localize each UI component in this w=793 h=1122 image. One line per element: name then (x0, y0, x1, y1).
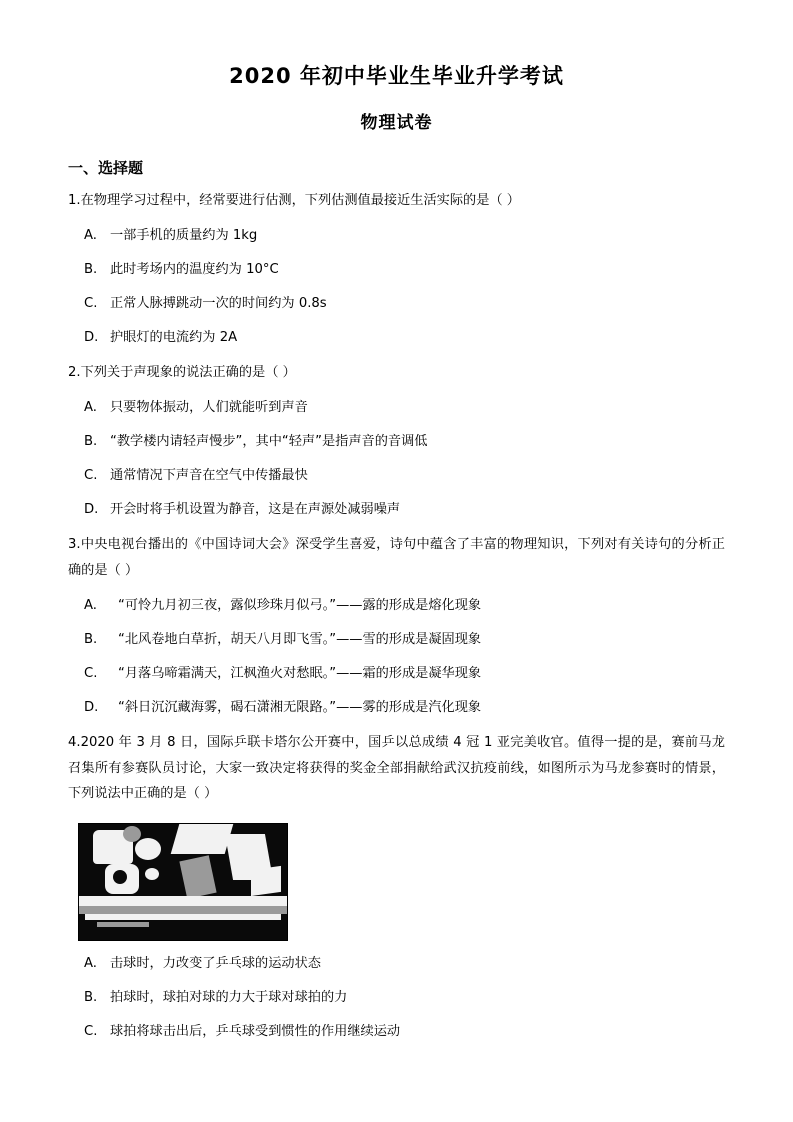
option-letter: A. (84, 597, 97, 613)
option-letter: C. (84, 1024, 98, 1040)
option-text: 开会时将手机设置为静音，这是在声源处减弱噪声 (110, 502, 401, 518)
option-item[interactable] (68, 291, 725, 316)
page-title: 2020 年初中毕业生毕业升学考试 (229, 64, 564, 88)
option-item[interactable] (68, 325, 725, 350)
option-text: “教学楼内请轻声慢步”，其中“轻声”是指声音的音调低 (110, 433, 428, 449)
section-heading: 一、选择题 (68, 159, 144, 177)
option-item[interactable] (68, 695, 725, 720)
question-block (68, 532, 725, 720)
option-letter: D. (84, 502, 99, 518)
option-item[interactable] (68, 257, 725, 282)
option-letter: B. (84, 261, 98, 277)
option-item[interactable] (68, 661, 725, 686)
option-letter: A. (84, 227, 97, 243)
figure-wrapper (68, 823, 725, 941)
option-text: 正常人脉搏跳动一次的时间约为 0.8s (110, 295, 327, 311)
option-letter: B. (84, 433, 98, 449)
option-letter: C. (84, 665, 98, 681)
option-text: 护眼灯的电流约为 2A (110, 329, 238, 345)
question-block (68, 188, 725, 350)
option-letter: A. (84, 399, 97, 415)
option-letter: C. (84, 295, 98, 311)
option-text: 只要物体振动，人们就能听到声音 (110, 399, 308, 415)
question-stem: 4.2020 年 3 月 8 日，国际乒联卡塔尔公开赛中，国乒以总成绩 4 冠 1 亚完美收官。值得一提的是，赛前马龙召集所有参赛队员讨论，大家一致决定将获得的奖金全部捐献给武汉抗疫前线，如图所示为马龙参赛时的情景，下列说法中正确的是（ ） (68, 734, 725, 802)
option-item[interactable] (68, 497, 725, 522)
option-text: 拍球时，球拍对球的力大于球对球拍的力 (110, 990, 348, 1006)
option-letter: D. (84, 329, 99, 345)
option-text: “可怜九月初三夜，露似珍珠月似弓。”——露的形成是熔化现象 (118, 597, 482, 613)
option-item[interactable] (68, 985, 725, 1010)
table-tennis-photo (78, 823, 288, 941)
option-item[interactable] (68, 627, 725, 652)
option-letter: C. (84, 467, 98, 483)
option-text: 击球时，力改变了乒乓球的运动状态 (110, 956, 321, 972)
question-block (68, 730, 725, 1044)
option-item[interactable] (68, 395, 725, 420)
option-item[interactable] (68, 429, 725, 454)
option-item[interactable] (68, 1019, 725, 1044)
option-item[interactable] (68, 223, 725, 248)
option-item[interactable] (68, 593, 725, 618)
page-subtitle: 物理试卷 (360, 113, 433, 133)
question-stem: 2.下列关于声现象的说法正确的是（ ） (68, 365, 296, 381)
option-letter: B. (84, 631, 98, 647)
option-letter: D. (84, 699, 99, 715)
option-text: “斜日沉沉藏海雾，碣石潇湘无限路。”——雾的形成是汽化现象 (118, 699, 482, 715)
question-stem: 1.在物理学习过程中，经常要进行估测，下列估测值最接近生活实际的是（ ） (68, 193, 520, 208)
option-text: 此时考场内的温度约为 10°C (110, 261, 279, 277)
option-text: 一部手机的质量约为 1kg (110, 227, 258, 243)
option-text: 通常情况下声音在空气中传播最快 (110, 467, 308, 483)
option-letter: A. (84, 956, 97, 972)
question-block (68, 360, 725, 522)
option-item[interactable] (68, 951, 725, 976)
option-text: “月落乌啼霜满天，江枫渔火对愁眠。”——霜的形成是凝华现象 (118, 665, 482, 681)
option-item[interactable] (68, 463, 725, 488)
option-text: 球拍将球击出后，乒乓球受到惯性的作用继续运动 (110, 1024, 401, 1040)
option-letter: B. (84, 990, 98, 1006)
option-text: “北风卷地白草折，胡天八月即飞雪。”——雪的形成是凝固现象 (118, 631, 482, 647)
question-stem: 3.中央电视台播出的《中国诗词大会》深受学生喜爱，诗句中蕴含了丰富的物理知识，下列对有关诗句的分析正确的是（ ） (68, 537, 725, 578)
